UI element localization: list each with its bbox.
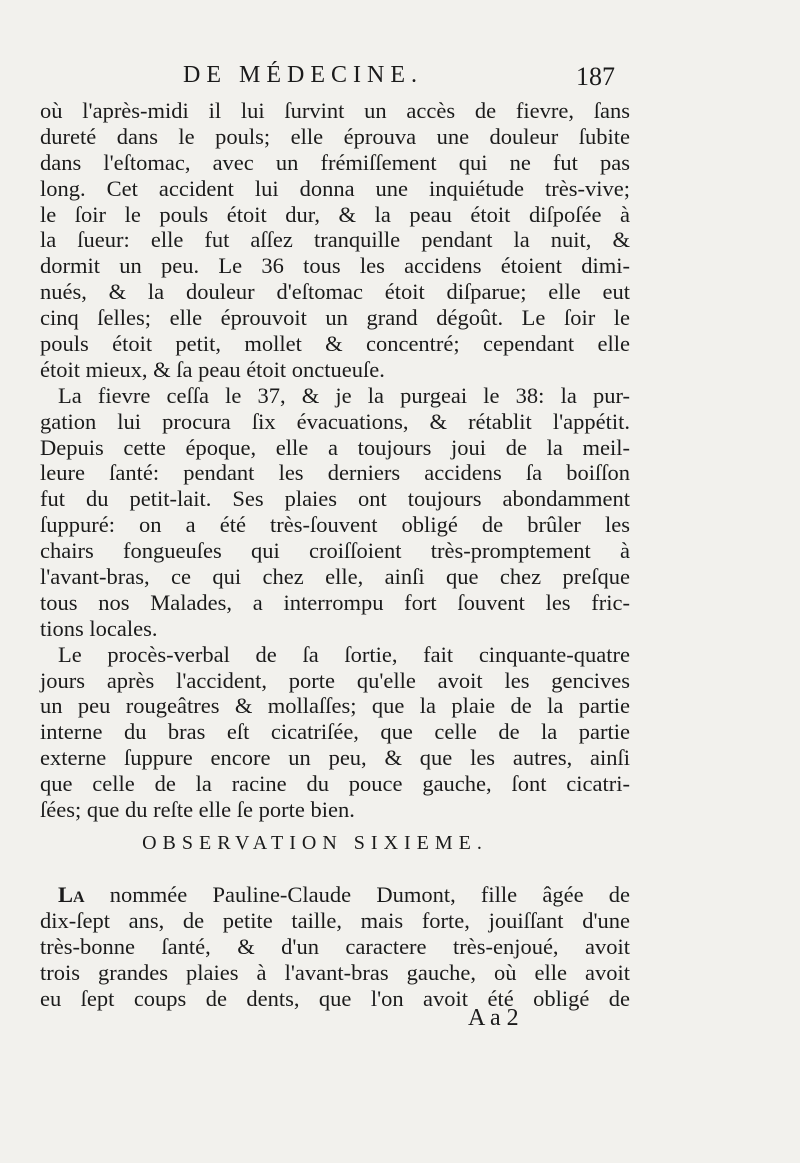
text-line: très-bonne ſanté, & d'un caractere très-enjoué, avoit — [40, 933, 630, 959]
text-line: long. Cet accident lui donna une inquiétude très-vive; — [40, 175, 630, 201]
text-line: ſuppuré: on a été très-ſouvent obligé de brûler les — [40, 512, 630, 538]
text-line: trois grandes plaies à l'avant-bras gauche, où elle avoit — [40, 959, 630, 985]
text-line: nués, & la douleur d'eſtomac étoit diſparue; elle eut — [40, 279, 630, 305]
text-line: chairs fongueuſes qui croiſſoient très-promptement à — [40, 538, 630, 564]
page-number: 187 — [576, 62, 615, 91]
text-line: dureté dans le pouls; elle éprouva une douleur ſubite — [40, 123, 630, 149]
first-line-rest: nommée Pauline-Claude Dumont, fille âgée de — [109, 882, 630, 907]
text-line: l'avant-bras, ce qui chez elle, ainſi que chez preſque — [40, 564, 630, 590]
text-line: étoit mieux, & ſa peau étoit onctueuſe. — [40, 356, 385, 382]
text-line — [40, 882, 630, 908]
text-line: dix-ſept ans, de petite taille, mais forte, jouiſſant d'une — [40, 907, 630, 933]
text-line: dormit un peu. Le 36 tous les accidens étoient dimi- — [40, 253, 630, 279]
running-head — [0, 62, 800, 92]
paragraph-3 — [40, 642, 630, 823]
text-line: externe ſuppure encore un peu, & que les autres, ainſi — [40, 745, 630, 771]
text-line: tions locales. — [40, 615, 158, 641]
text-line: un peu rougeâtres & mollaſſes; que la plaie de la partie — [40, 693, 630, 719]
lead-word: La — [58, 882, 85, 907]
paragraph-4 — [40, 882, 630, 1011]
body-text — [40, 98, 630, 823]
section-heading — [0, 832, 800, 855]
paragraph-1 — [40, 98, 630, 383]
text-line: jours après l'accident, porte qu'elle avoit les gencives — [40, 667, 630, 693]
text-line: le ſoir le pouls étoit dur, & la peau étoit diſpoſée à — [40, 201, 630, 227]
text-line: tous nos Malades, a interrompu fort ſouvent les fric- — [40, 589, 630, 615]
text-line: ſées; que du reſte elle ſe porte bien. — [40, 797, 355, 823]
text-line: pouls étoit petit, mollet & concentré; cependant elle — [40, 331, 630, 357]
running-head-title: DE MÉDECINE. — [183, 62, 423, 88]
signature-mark: A a 2 — [468, 1005, 519, 1031]
text-line: dans l'eſtomac, avec un frémiſſement qui ne fut pas — [40, 149, 630, 175]
text-line: gation lui procura ſix évacuations, & rétablit l'appétit. — [40, 408, 630, 434]
text-line: La fievre ceſſa le 37, & je la purgeai le 38: la pur- — [58, 382, 630, 408]
text-line: leure ſanté: pendant les derniers accidens ſa boiſſon — [40, 460, 630, 486]
text-line: la ſueur: elle fut aſſez tranquille pendant la nuit, & — [40, 227, 630, 253]
text-line: où l'après-midi il lui ſurvint un accès de fievre, ſans — [40, 98, 630, 123]
text-line: Le procès-verbal de ſa ſortie, fait cinquante-quatre — [58, 641, 630, 667]
paragraph-2 — [40, 383, 630, 642]
text-line: cinq ſelles; elle éprouvoit un grand dégoût. Le ſoir le — [40, 305, 630, 331]
observation-title: OBSERVATION SIXIEME. — [142, 832, 488, 854]
text-line: eu ſept coups de dents, que l'on avoit été obligé de — [40, 985, 630, 1011]
text-line: interne du bras eſt cicatriſée, que celle de la partie — [40, 719, 630, 745]
text-line: Depuis cette époque, elle a toujours joui de la meil- — [40, 434, 630, 460]
text-line: que celle de la racine du pouce gauche, ſont cicatri- — [40, 771, 630, 797]
text-line: fut du petit-lait. Ses plaies ont toujours abondamment — [40, 486, 630, 512]
